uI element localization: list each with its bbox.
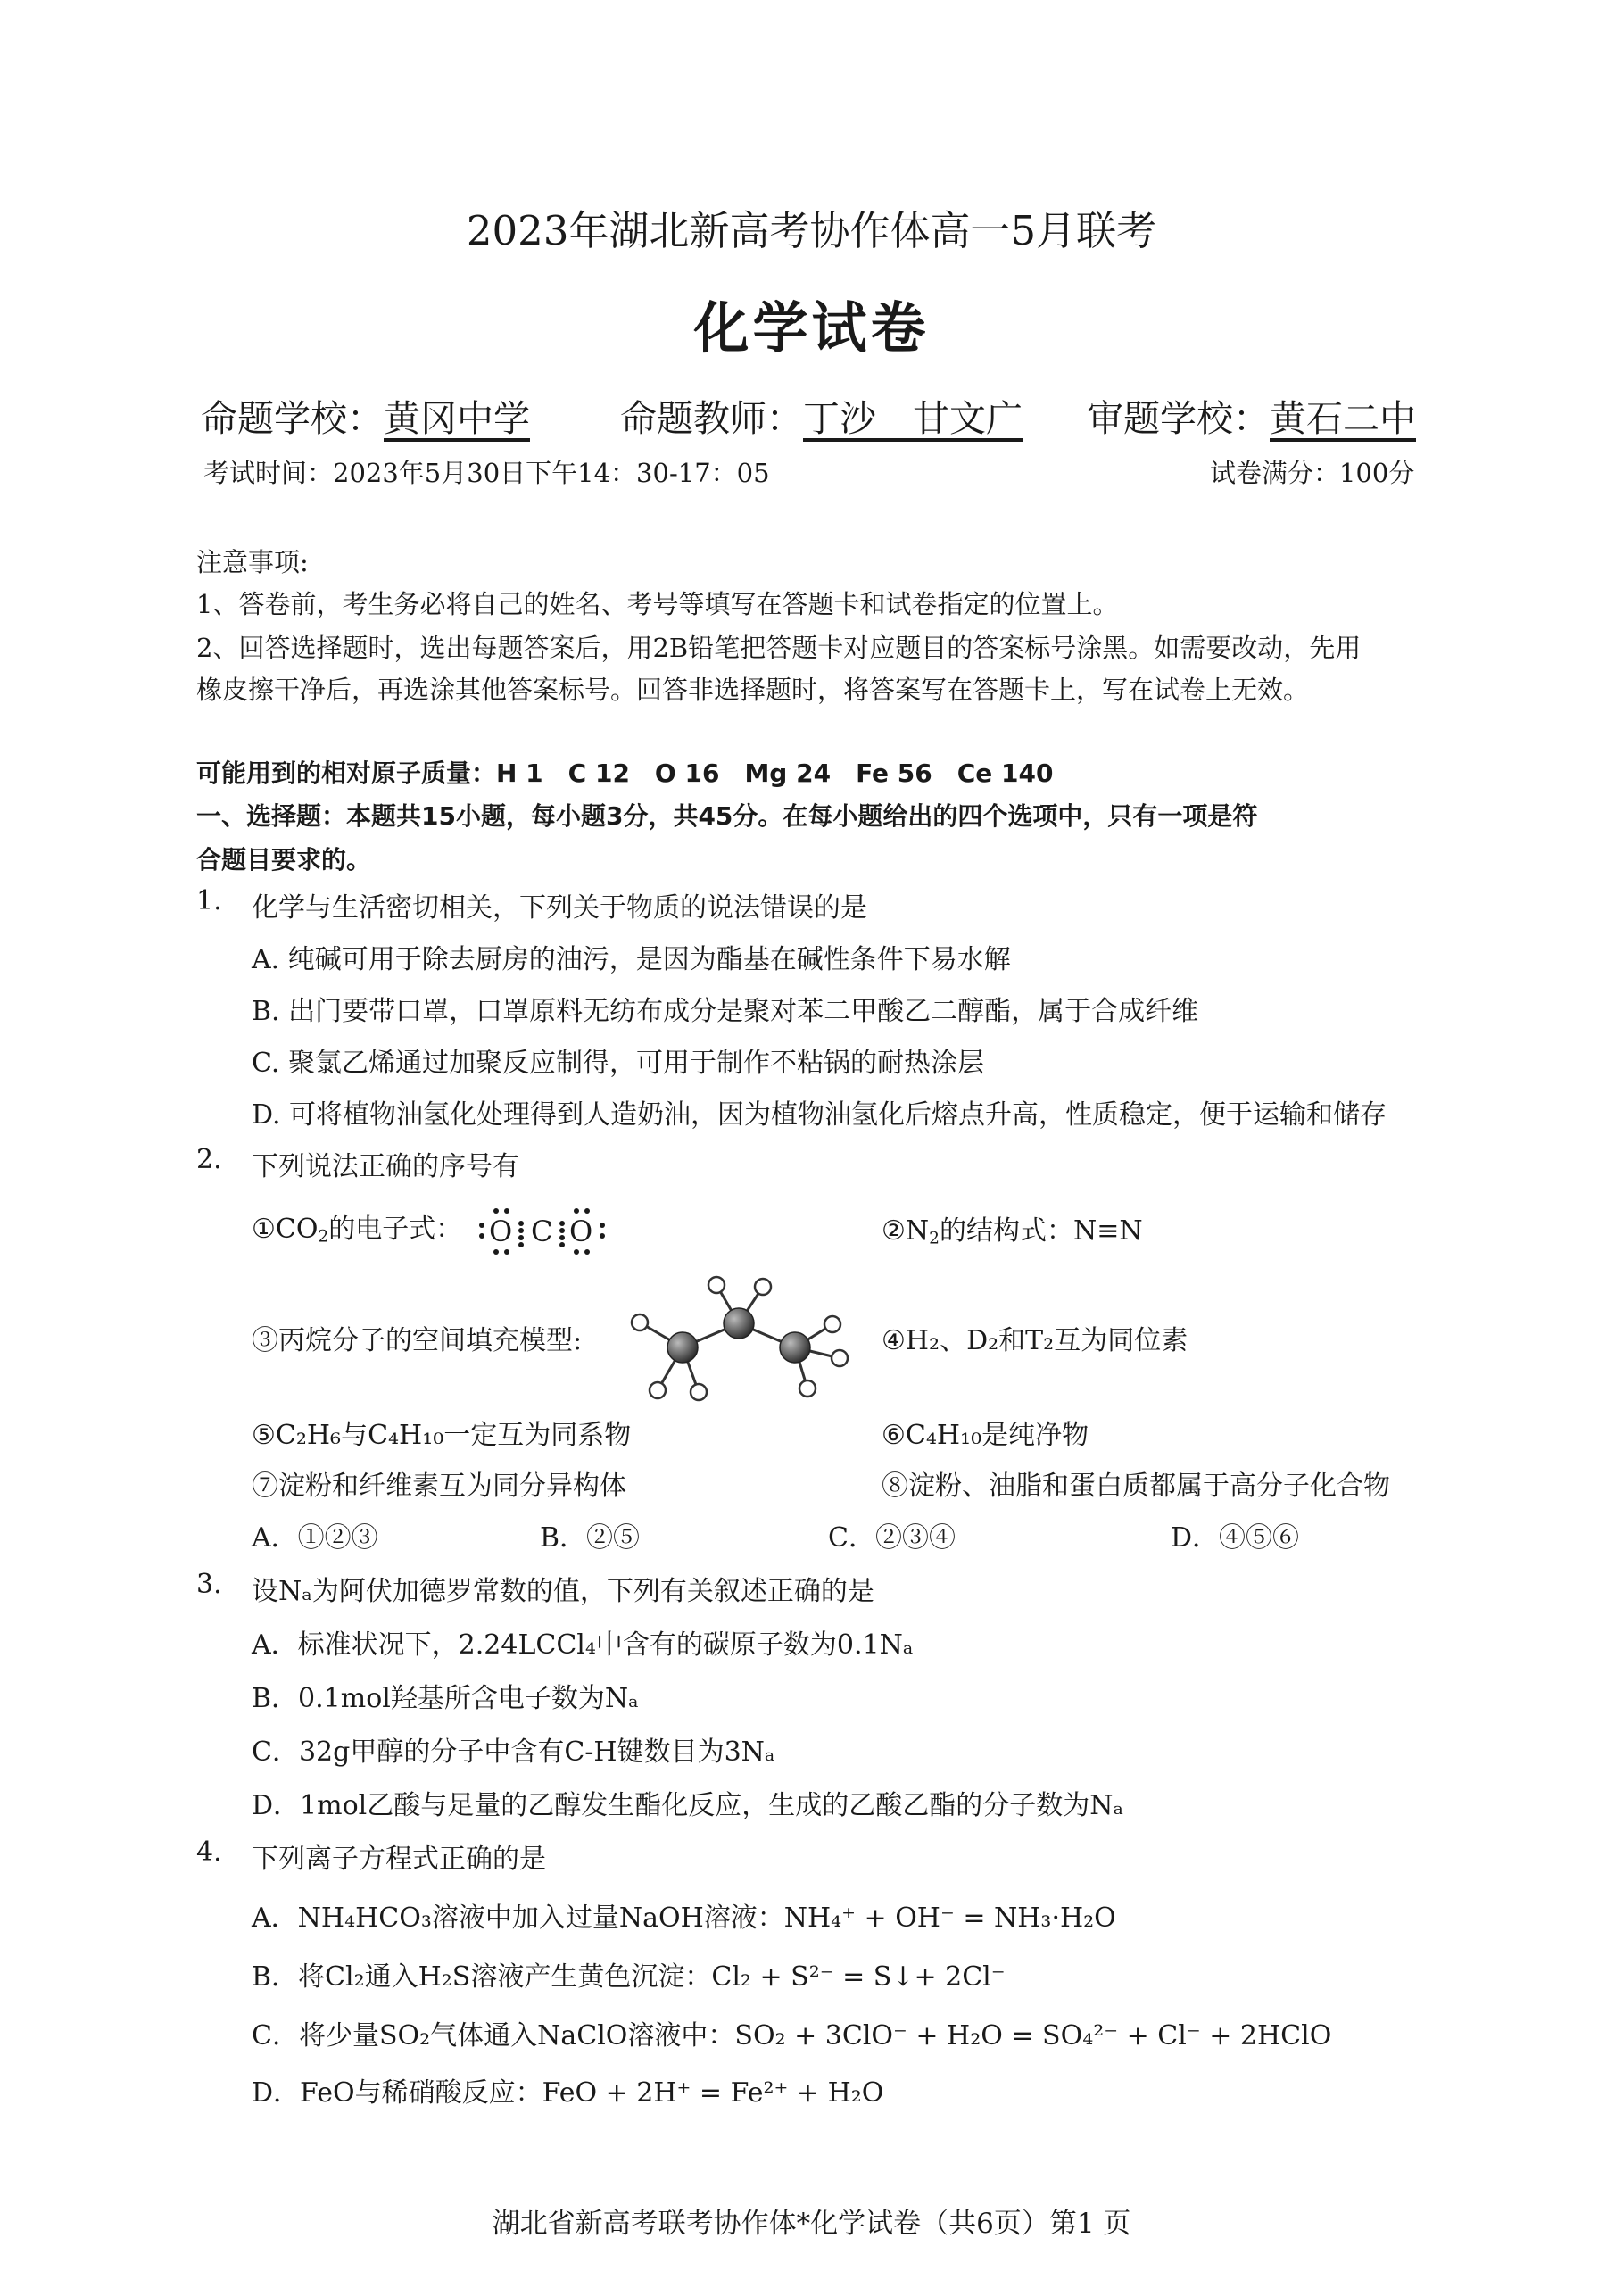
teacher-names: 丁沙 甘文广 bbox=[803, 397, 1023, 440]
teacher-info bbox=[620, 389, 1023, 442]
notice-heading: 注意事项: bbox=[196, 547, 309, 577]
q2-option-c: C．②③④ bbox=[828, 1522, 956, 1554]
q2-option-b: B．②⑤ bbox=[540, 1522, 641, 1554]
q2-statement-8: ⑧淀粉、油脂和蛋白质都属于高分子化合物 bbox=[882, 1471, 1390, 1502]
svg-text:C: C bbox=[530, 1214, 553, 1248]
page-footer: 湖北省新高考联考协作体*化学试卷（共6页）第1 页 bbox=[492, 2208, 1131, 2240]
subject-title: 化学试卷 bbox=[693, 295, 930, 361]
review-label: 审题学校： bbox=[1087, 397, 1270, 440]
notice-item-2-cont: 橡皮擦干净后，再选涂其他答案标号。回答非选择题时，将答案写在答题卡上，写在试卷上无效。 bbox=[196, 675, 1310, 705]
statement-2-sub: 2 bbox=[929, 1229, 940, 1248]
svg-text:O: O bbox=[488, 1214, 513, 1248]
atomic-masses: 可能用到的相对原子质量：H 1 C 12 O 16 Mg 24 Fe 56 Ce 140 bbox=[196, 758, 1054, 788]
statement-1-sub: 2 bbox=[318, 1227, 329, 1247]
co2-lewis-structure bbox=[476, 1204, 610, 1257]
q1-option-c: C. 聚氯乙烯通过加聚反应制得，可用于制作不粘锅的耐热涂层 bbox=[252, 1048, 984, 1079]
statement-1-prefix: ①CO bbox=[252, 1214, 319, 1245]
notice-item-1: 1、答卷前，考生务必将自己的姓名、考号等填写在答题卡和试卷指定的位置上。 bbox=[196, 589, 1119, 619]
exam-title: 2023年湖北新高考协作体高一5月联考 bbox=[466, 207, 1157, 254]
svg-text:O: O bbox=[568, 1214, 593, 1248]
q2-number: 2. bbox=[196, 1144, 222, 1175]
notice-item-2: 2、回答选择题时，选出每题答案后，用2B铅笔把答题卡对应题目的答案标号涂黑。如需要改动，先用 bbox=[196, 633, 1362, 663]
section-heading-cont: 合题目要求的。 bbox=[196, 845, 372, 874]
q3-option-b: B．0.1mol羟基所含电子数为Nₐ bbox=[252, 1683, 639, 1714]
q2-option-d: D．④⑤⑥ bbox=[1171, 1522, 1300, 1554]
q1-number: 1. bbox=[196, 885, 222, 916]
statement-1-suffix: 的电子式： bbox=[328, 1214, 463, 1245]
q3-option-c: C．32g甲醇的分子中含有C-H键数目为3Nₐ bbox=[252, 1737, 775, 1768]
q2-statement-5: ⑤C₂H₆与C₄H₁₀一定互为同系物 bbox=[252, 1420, 632, 1451]
q4-stem: 下列离子方程式正确的是 bbox=[252, 1844, 546, 1875]
q1-stem: 化学与生活密切相关，下列关于物质的说法错误的是 bbox=[252, 892, 867, 924]
q1-option-d: D. 可将植物油氢化处理得到人造奶油，因为植物油氢化后熔点升高，性质稳定，便于运输和储存 bbox=[252, 1099, 1387, 1131]
q2-stem: 下列说法正确的序号有 bbox=[252, 1151, 519, 1182]
teacher-label: 命题教师： bbox=[620, 397, 803, 440]
q3-number: 3. bbox=[196, 1569, 222, 1600]
q3-stem: 设Nₐ为阿伏加德罗常数的值，下列有关叙述正确的是 bbox=[252, 1576, 874, 1607]
statement-2-prefix: ②N bbox=[882, 1215, 930, 1247]
q3-option-a: A．标准状况下，2.24LCCl₄中含有的碳原子数为0.1Nₐ bbox=[252, 1629, 914, 1661]
review-school-name: 黄石二中 bbox=[1270, 397, 1416, 440]
q2-statement-3: ③丙烷分子的空间填充模型: bbox=[252, 1325, 583, 1356]
q3-option-d: D．1mol乙酸与足量的乙醇发生酯化反应，生成的乙酸乙酯的分子数为Nₐ bbox=[252, 1790, 1124, 1821]
exam-time: 考试时间：2023年5月30日下午14：30-17：05 bbox=[203, 458, 770, 488]
q2-option-a: A．①②③ bbox=[252, 1522, 378, 1554]
school-info bbox=[201, 389, 530, 442]
q4-option-c: C．将少量SO₂气体通入NaClO溶液中：SO₂ + 3ClO⁻ + H₂O = SO₄²⁻ + Cl⁻ + 2HClO bbox=[252, 2020, 1332, 2051]
q2-statement-6: ⑥C₄H₁₀是纯净物 bbox=[882, 1420, 1089, 1451]
school-label: 命题学校： bbox=[201, 397, 384, 440]
q1-option-b: B. 出门要带口罩，口罩原料无纺布成分是聚对苯二甲酸乙二醇酯，属于合成纤维 bbox=[252, 996, 1199, 1027]
q4-option-b: B．将Cl₂通入H₂S溶液产生黄色沉淀：Cl₂ + S²⁻ = S↓+ 2Cl⁻ bbox=[252, 1961, 1006, 1993]
q1-option-a: A. 纯碱可用于除去厨房的油污，是因为酯基在碱性条件下易水解 bbox=[252, 944, 1011, 975]
propane-model-image bbox=[620, 1265, 861, 1408]
full-score: 试卷满分：100分 bbox=[1210, 458, 1415, 488]
q2-statement-7: ⑦淀粉和纤维素互为同分异构体 bbox=[252, 1471, 626, 1502]
section-heading: 一、选择题：本题共15小题，每小题3分，共45分。在每小题给出的四个选项中，只有一项是符 bbox=[196, 801, 1258, 831]
review-info bbox=[1087, 389, 1416, 442]
q4-option-d: D．FeO与稀硝酸反应：FeO + 2H⁺ = Fe²⁺ + H₂O bbox=[252, 2077, 884, 2109]
q2-statement-1 bbox=[252, 1204, 610, 1257]
q2-statement-4: ④H₂、D₂和T₂互为同位素 bbox=[882, 1325, 1188, 1356]
school-name: 黄冈中学 bbox=[384, 397, 530, 440]
q4-option-a: A．NH₄HCO₃溶液中加入过量NaOH溶液：NH₄⁺ + OH⁻ = NH₃·H₂O bbox=[252, 1902, 1116, 1934]
q2-statement-2 bbox=[882, 1208, 1143, 1248]
q4-number: 4. bbox=[196, 1836, 222, 1868]
statement-2-suffix: 的结构式：N≡N bbox=[940, 1215, 1143, 1247]
